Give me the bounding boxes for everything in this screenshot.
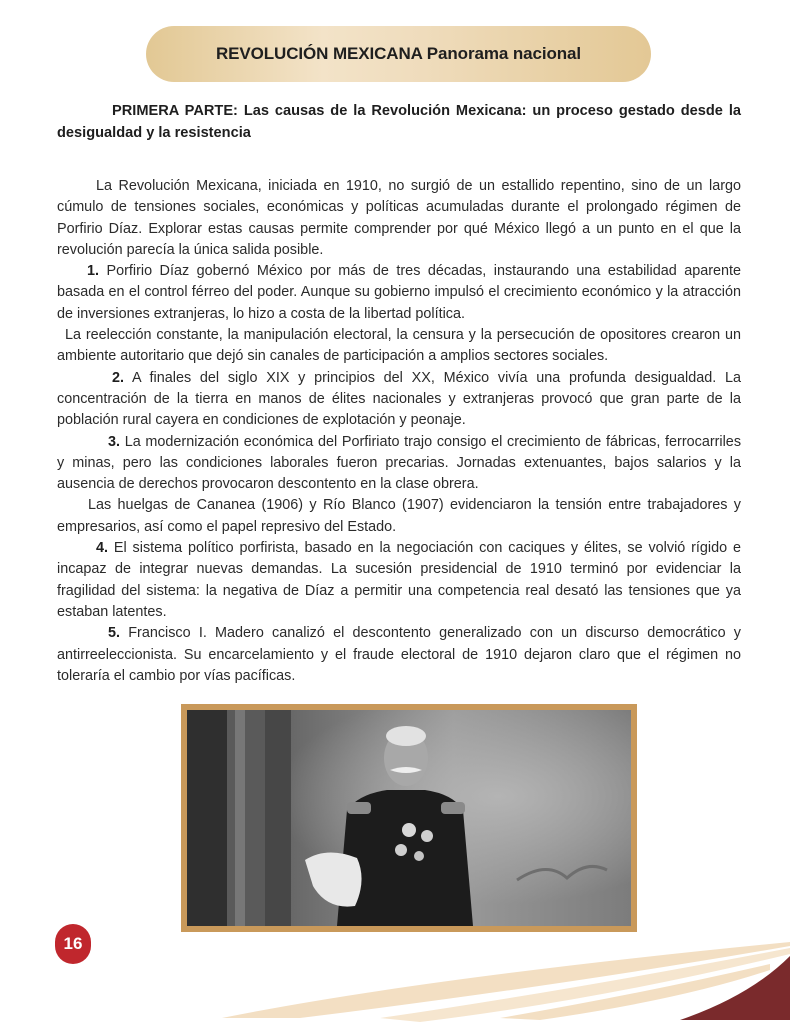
cause-text: El sistema político porfirista, basado en la negociación con caciques y élites, se volvió rígido e incapaz de integrar nuevas demandas. La sucesión presidencial de 1910 terminó por evidenciar la fragilidad del sistema: la negativa de Díaz a permitir una competencia real desató las tensiones que ya estaban latentes. — [57, 540, 741, 620]
spacer — [57, 144, 741, 176]
header-title: REVOLUCIÓN MEXICANA Panorama nacional — [215, 44, 581, 63]
cause-number: 5. — [108, 625, 121, 642]
cause-text: A finales del siglo XIX y principios del XX, México vivía una profunda desigualdad. La concentración de la tierra en manos de élites nacionales y extranjeras provocó que gran parte de la población rural cayera en condiciones de explotación y peonaje. — [57, 369, 741, 429]
cause-number: 2. — [112, 369, 125, 386]
decorative-swoosh — [0, 930, 790, 1024]
intro-paragraph: La Revolución Mexicana, iniciada en 1910, no surgió de un estallido repentino, sino de un largo cúmulo de tensiones sociales, económicas y políticas acumuladas durante el prolongado régimen de Porfirio Díaz. Explorar estas causas permite comprender por qué México llegó a un punto en el que la revolución parecía la única salida posible. — [57, 178, 741, 258]
cause-paragraph-5 — [57, 623, 741, 687]
cause-paragraph-3 — [57, 432, 741, 496]
section-header-banner — [146, 26, 651, 82]
cause-paragraph-2 — [57, 368, 741, 432]
article-body — [57, 100, 741, 687]
column-left — [227, 710, 265, 926]
cause-paragraph-3-extra: Las huelgas de Cananea (1906) y Río Blanco (1907) evidenciaron la tensión entre trabajadores y empresarios, así como el papel represivo del Estado. — [57, 497, 741, 535]
cause-text: Porfirio Díaz gobernó México por más de tres décadas, instaurando una estabilidad aparente basada en el control férreo del poder. Aunque su gobierno impulsó el crecimiento económico y la atracción de inversiones extranjeras, lo hizo a costa de la libertad política. — [57, 263, 742, 322]
cause-number: 3. — [108, 433, 121, 450]
cause-text: La modernización económica del Porfiriato trajo consigo el crecimiento de fábricas, ferrocarriles y minas, pero las condiciones laborales fueron precarias. Jornadas extenuantes, bajos salarios y la ausencia de derechos provocaron descontento en la clase obrera. — [57, 433, 742, 493]
cause-paragraph-1-extra: La reelección constante, la manipulación electoral, la censura y la persecución de opositores crearon un ambiente autoritario que dejó sin canales de participación a amplios sectores sociales. — [57, 327, 741, 365]
section-heading: PRIMERA PARTE: Las causas de la Revolución Mexicana: un proceso gestado desde la desigualdad y la resistencia — [57, 103, 741, 141]
portrait-photo-frame — [181, 704, 637, 932]
cause-paragraph-4 — [57, 538, 741, 623]
cause-number: 1. — [87, 263, 100, 280]
cause-paragraph-1 — [57, 261, 741, 325]
cause-number: 4. — [96, 540, 109, 557]
cause-text: Francisco I. Madero canalizó el descontento generalizado con un discurso democrático y antirreeleccionista. Su encarcelamiento y el fraude electoral de 1910 dejaron claro que el régimen no toleraría el cambio por vías pacíficas. — [57, 625, 741, 684]
page-number-badge: 16 — [55, 924, 91, 964]
portrait-photo — [187, 710, 631, 926]
